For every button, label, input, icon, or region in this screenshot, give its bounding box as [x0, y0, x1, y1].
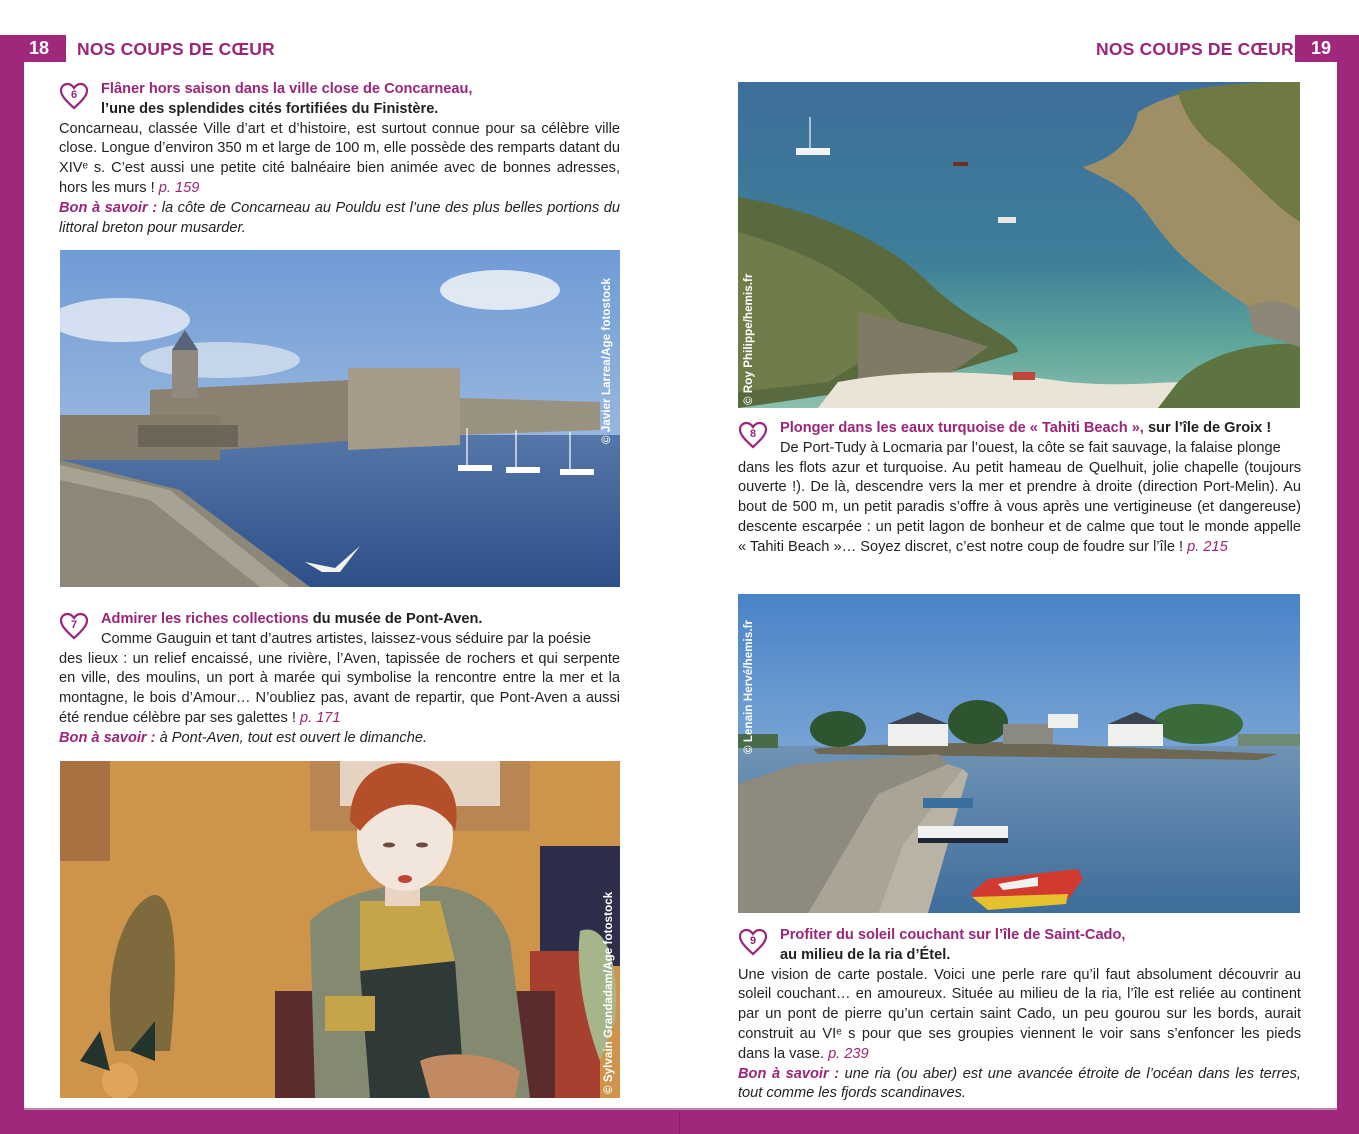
entry-title-highlight: Admirer les riches collections	[101, 611, 309, 627]
entry-title-rest: sur l’île de Groix !	[1147, 420, 1272, 436]
photo-concarneau	[60, 250, 620, 587]
page-number-left: 18	[0, 35, 66, 62]
entry-body-first-line: De Port-Tudy à Locmaria par l’ouest, la côte se fait sauvage, la falaise plonge	[780, 439, 1281, 456]
tip-text: à Pont-Aven, tout est ouvert le dimanche.	[159, 729, 428, 746]
photo-credit: © Javier Larrea/Age fotostock	[601, 277, 613, 444]
page-frame-right	[1337, 35, 1359, 1134]
entry-title	[738, 419, 1301, 459]
tip	[59, 199, 620, 239]
entry-body: Une vision de carte postale. Voici une perle rare qu’il faut absolument découvrir au soleil couchant… en amoureux. Située au milieu de la ria, l’île est reliée au continent par un pont de pierre qu’un certain saint Cado, un peu gourou sur les bords, aurait construit au VIᵉ s pour que ses groupies viennent le voir sans s’enfoncer les pieds dans la vase. p. 239	[738, 966, 1301, 1062]
entry-title-rest: l’une des splendides cités fortifiées du Finistère.	[101, 100, 439, 117]
entry-number: 9	[749, 935, 757, 947]
photo-credit: © Roy Philippe/hemis.fr	[743, 273, 755, 405]
entry-9	[738, 926, 1301, 1104]
photo-concarneau-image	[60, 250, 620, 587]
photo-tahiti-beach	[738, 82, 1300, 408]
page-reference-link[interactable]: p. 215	[1187, 538, 1228, 555]
entry-8	[738, 419, 1301, 558]
running-head-left: NOS COUPS DE CŒUR	[77, 39, 275, 59]
entry-title	[59, 610, 620, 650]
tip-label: Bon à savoir :	[59, 199, 158, 216]
entry-7	[59, 610, 620, 749]
gutter	[679, 1110, 680, 1134]
photo-credit: © Sylvain Grandadam/Age fotostock	[603, 891, 615, 1094]
photo-saint-cado-image	[738, 594, 1300, 913]
entry-title-rest: du musée de Pont-Aven.	[312, 611, 483, 627]
page-reference-link[interactable]: p. 239	[828, 1045, 869, 1062]
entry-title-highlight: Plonger dans les eaux turquoise de « Tahiti Beach »,	[780, 420, 1144, 436]
entry-body: Concarneau, classée Ville d’art et d’histoire, est surtout connue pour sa célèbre ville close. Longue d’environ 350 m et large de 100 m, elle possède des remparts datant du XIVᵉ s. C’est aussi une petite cité balnéaire bien animée avec de bonnes adresses, hors les murs ! p. 159	[59, 120, 620, 196]
photo-saint-cado	[738, 594, 1300, 913]
entry-title-highlight: Flâner hors saison dans la ville close de Concarneau,	[101, 81, 473, 97]
entry-6	[59, 80, 620, 238]
running-head-right: NOS COUPS DE CŒUR	[1096, 39, 1294, 59]
heart-icon	[738, 928, 768, 956]
tip-label: Bon à savoir :	[59, 729, 156, 746]
tip	[738, 1065, 1301, 1105]
photo-tahiti-image	[738, 82, 1300, 408]
page-reference-link[interactable]: p. 171	[299, 709, 341, 726]
entry-body: des lieux : un relief encaissé, une rivière, l’Aven, tapissée de rochers et qui serpente en ville, des moulins, un port à marée qui symbolise la rencontre entre la mer et la montagne, le bois d’Amour… N’oubliez pas, avant de repartir, que Pont-Aven a aussi été rendue célèbre par ses galettes ! p. 171	[59, 650, 620, 726]
tip-label: Bon à savoir :	[738, 1065, 840, 1082]
tip-text: la côte de Concarneau au Pouldu est l’une des plus belles portions du littoral breton pour musarder.	[59, 199, 620, 236]
entry-title	[59, 80, 620, 120]
entry-body-first-line: Comme Gauguin et tant d’autres artistes, laissez-vous séduire par la poésie	[101, 630, 591, 647]
entry-number: 8	[749, 428, 757, 440]
entry-title	[738, 926, 1301, 966]
entry-number: 6	[70, 89, 78, 101]
page-reference-link[interactable]: p. 159	[158, 179, 200, 196]
entry-number: 7	[70, 619, 78, 631]
page-frame-left	[0, 35, 24, 1134]
photo-credit: © Lenain Hervé/hemis.fr	[743, 619, 755, 754]
page-number-right: 19	[1295, 35, 1359, 62]
heart-icon	[59, 82, 89, 110]
photo-painting-image	[60, 761, 620, 1098]
entry-body: dans les flots azur et turquoise. Au petit hameau de Quelhuit, jolie chapelle (toujours ouverte !). De là, descendre vers la mer et prendre à droite (direction Port-Melin). Au bout de 500 m, un petit paradis s’offre à vous après une vertigineuse (et dangereuse) descente escarpée : un petit lagon de bonheur et de calme que tout le monde appelle « Tahiti Beach »… Soyez discret, c’est notre coup de foudre sur l’île ! p. 215	[738, 459, 1301, 555]
heart-icon	[59, 612, 89, 640]
heart-icon	[738, 421, 768, 449]
entry-title-rest: au milieu de la ria d’Étel.	[780, 946, 951, 963]
tip	[59, 729, 620, 749]
tip-text: une ria (ou aber) est une avancée étroite de l’océan dans les terres, tout comme les fjords scandinaves.	[738, 1065, 1301, 1102]
photo-painting-pont-aven	[60, 761, 620, 1098]
entry-title-highlight: Profiter du soleil couchant sur l’île de Saint-Cado,	[780, 927, 1126, 943]
